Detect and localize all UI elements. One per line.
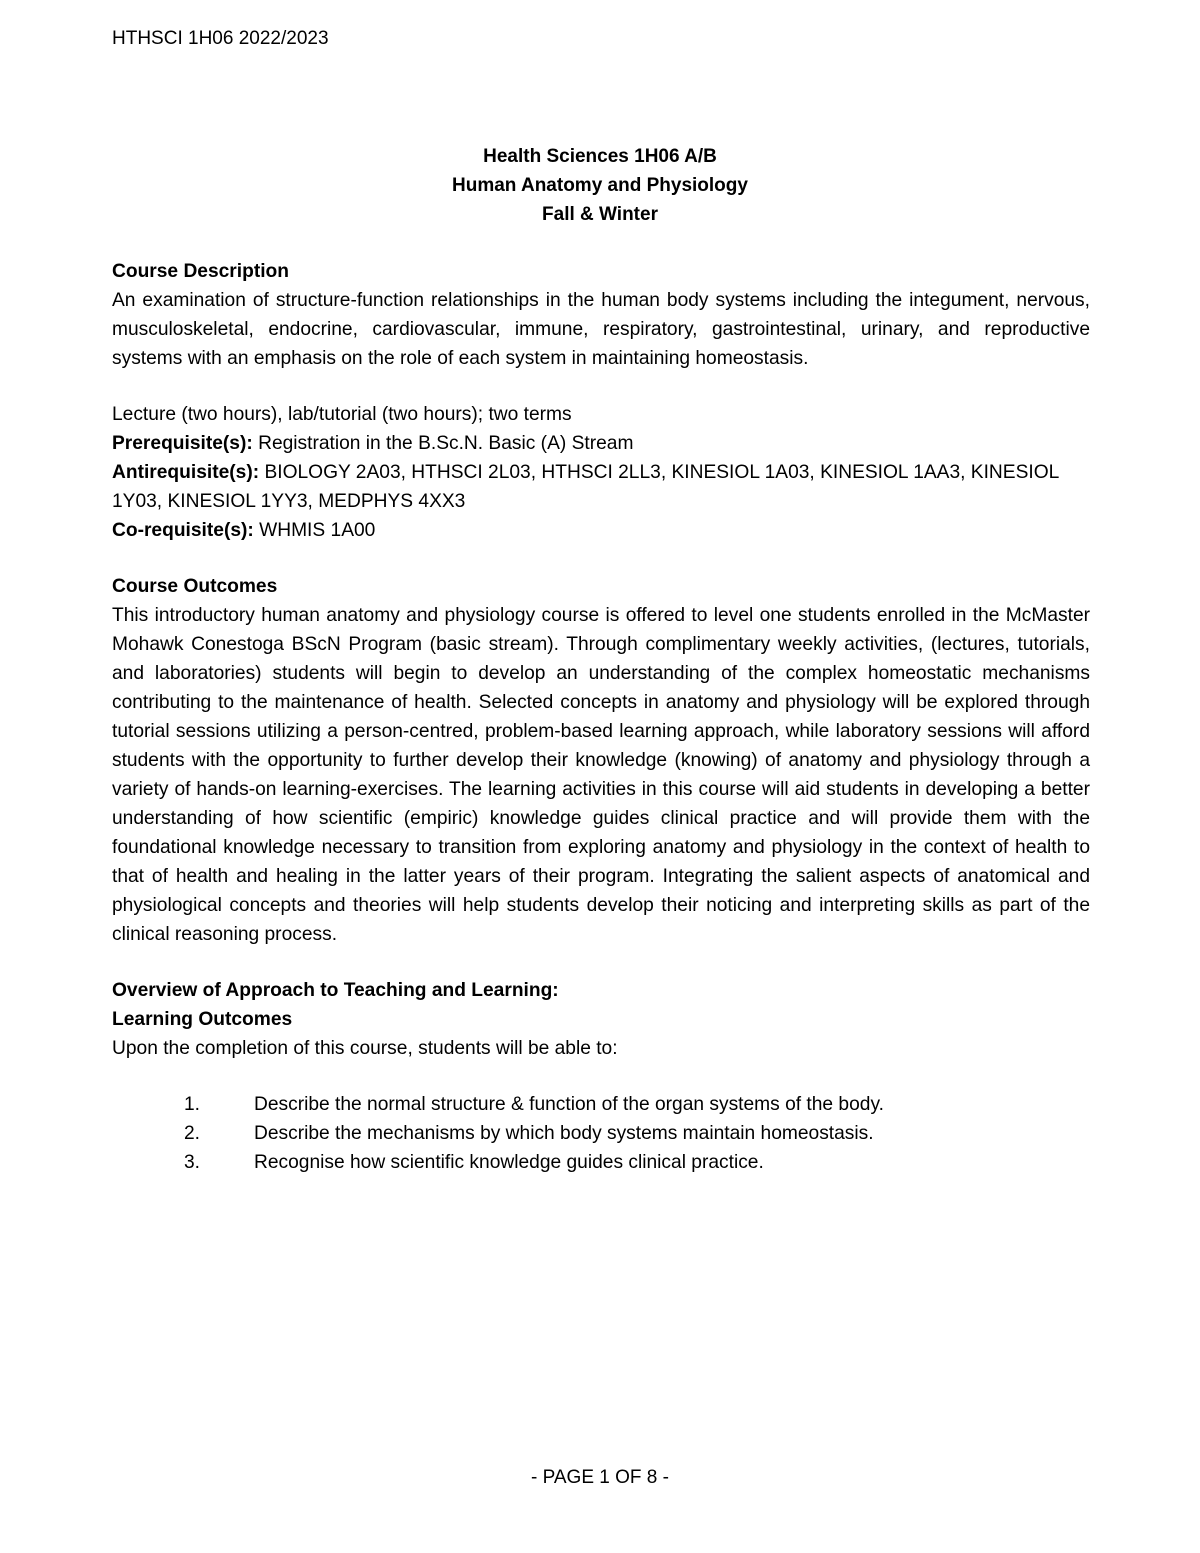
list-item-number: 2. [184, 1123, 201, 1144]
list-item [112, 1119, 1090, 1148]
document-title [0, 142, 1200, 229]
corequisite-value: WHMIS 1A00 [253, 520, 376, 541]
antirequisite-value: BIOLOGY 2A03, HTHSCI 2L03, HTHSCI 2LL3, KINESIOL 1A03, KINESIOL 1AA3, KINESIOL 1Y03, KINESIOL 1YY3, MEDPHYS 4XX3 [112, 462, 1059, 512]
learning-outcomes-heading: Learning Outcomes [112, 1009, 293, 1030]
list-item-number: 3. [184, 1152, 201, 1173]
course-description-text: An examination of structure-function relationships in the human body systems including the integument, nervous, musculoskeletal, endocrine, cardiovascular, immune, respiratory, gastrointestinal, urinary, and reproductive systems with an emphasis on the role of each system in maintaining homeostasis. [112, 290, 1090, 369]
course-description-heading: Course Description [112, 261, 289, 282]
document-body [112, 257, 1090, 1177]
prerequisite-label: Prerequisite(s): [112, 433, 253, 454]
title-line-name: Human Anatomy and Physiology [452, 175, 748, 196]
list-item-text: Recognise how scientific knowledge guides clinical practice. [254, 1152, 764, 1173]
prerequisite-value: Registration in the B.Sc.N. Basic (A) Stream [252, 433, 634, 454]
list-item [112, 1090, 1090, 1119]
antirequisite-line [112, 458, 1090, 516]
learning-outcomes-list [112, 1090, 1090, 1177]
course-outcomes-text: This introductory human anatomy and physiology course is offered to level one students enrolled in the McMaster Mohawk Conestoga BScN Program (basic stream). Through complimentary weekly activities, (lectures, tutorials, and laboratories) students will begin to develop an understanding of the complex homeostatic mechanisms contributing to the maintenance of health. Selected concepts in anatomy and physiology will be explored through tutorial sessions utilizing a person-centred, problem-based learning approach, while laboratory sessions will afford students with the opportunity to further develop their knowledge (knowing) of anatomy and physiology through a variety of hands-on learning-exercises. The learning activities in this course will aid students in developing a better understanding of how scientific (empiric) knowledge guides clinical practice and will provide them with the foundational knowledge necessary to transition from exploring anatomy and physiology in the context of health to that of health and healing in the latter years of their program. Integrating the salient aspects of anatomical and physiological concepts and theories will help students develop their noticing and interpreting skills as part of the clinical reasoning process. [112, 605, 1090, 945]
corequisite-line [112, 516, 1090, 545]
course-format-line: Lecture (two hours), lab/tutorial (two hours); two terms [112, 404, 572, 425]
overview-heading: Overview of Approach to Teaching and Learning: [112, 980, 559, 1001]
list-item-number: 1. [184, 1094, 201, 1115]
list-item [112, 1148, 1090, 1177]
title-line-term: Fall & Winter [542, 204, 658, 225]
list-item-text: Describe the normal structure & function of the organ systems of the body. [254, 1094, 884, 1115]
learning-outcomes-intro: Upon the completion of this course, students will be able to: [112, 1038, 618, 1059]
running-header: HTHSCI 1H06 2022/2023 [112, 28, 329, 49]
corequisite-label: Co-requisite(s): [112, 520, 254, 541]
course-outcomes-heading: Course Outcomes [112, 576, 278, 597]
prerequisite-line [112, 429, 1090, 458]
title-line-course: Health Sciences 1H06 A/B [483, 146, 717, 167]
list-item-text: Describe the mechanisms by which body systems maintain homeostasis. [254, 1123, 874, 1144]
antirequisite-label: Antirequisite(s): [112, 462, 260, 483]
page-number-footer: - PAGE 1 OF 8 - [531, 1467, 669, 1488]
